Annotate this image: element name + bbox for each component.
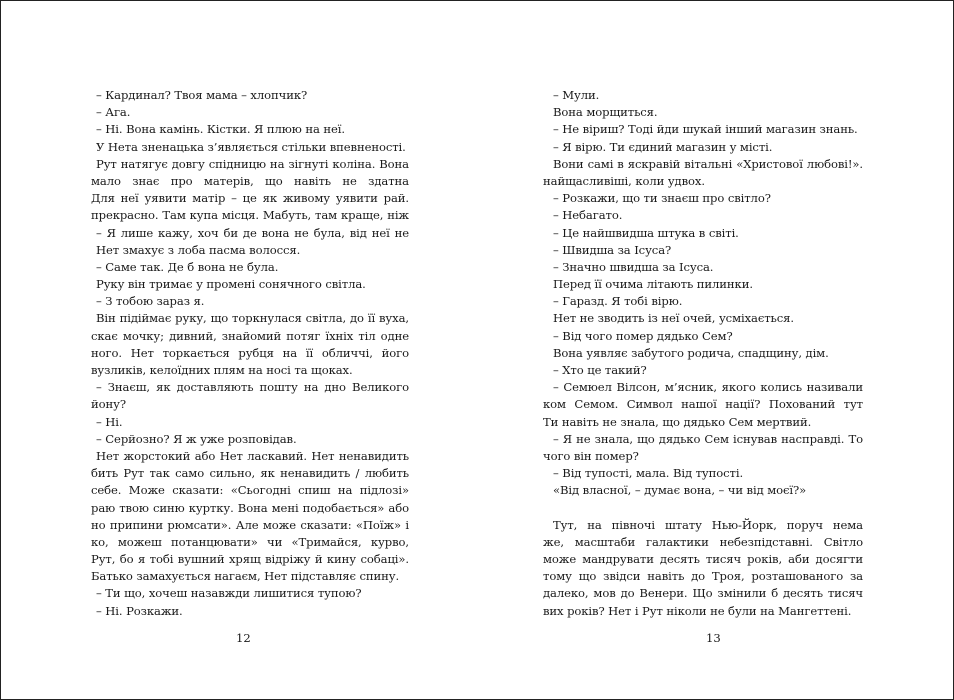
text-line: – Серйозно? Я ж уже розповідав.	[96, 431, 297, 446]
text-line: може мандрувати десять тисяч років, аби досягти	[543, 552, 863, 567]
text-line: Нет не зводить із неї очей, усміхається.	[553, 311, 794, 326]
text-line: – Знаєш, як доставляють пошту на дно Великого	[96, 380, 409, 395]
text-line: йону?	[91, 397, 126, 412]
text-line: но припини рюмсати». Але може сказати: «Поїж» і	[91, 517, 409, 532]
text-line: себе. Може сказати: «Сьогодні спиш на підлозі»	[91, 483, 409, 498]
left-page-text	[91, 87, 409, 620]
section-break	[543, 500, 863, 517]
text-line: Перед її очима літають пилинки.	[553, 277, 753, 292]
text-line: – Саме так. Де б вона не була.	[96, 259, 279, 274]
text-line: Нет жорстокий або Нет ласкавий. Нет ненавидить	[96, 448, 409, 463]
text-line: – Ага.	[96, 105, 131, 120]
right-page-text	[543, 87, 863, 620]
text-line: – Швидша за Ісуса?	[553, 242, 672, 257]
text-line: – Не віриш? Тоді йди шукай інший магазин знань.	[553, 122, 858, 137]
text-line: вузликів, келоїдних плям на носі та щоках.	[91, 363, 353, 377]
text-line: ного. Нет торкається рубця на її обличчі, його	[91, 345, 409, 360]
text-line: Рут, бо я тобі вушний хрящ відріжу й кину собаці».	[91, 552, 409, 567]
text-line: Вона морщиться.	[553, 105, 658, 120]
text-line: – Мули.	[553, 88, 600, 102]
text-line: чого він помер?	[543, 448, 639, 463]
text-line: ко, можеш потанцювати» чи «Тримайся, курво,	[91, 534, 409, 549]
text-line: тому що звідси навіть до Троя, розташованого за	[543, 569, 863, 584]
text-line: – Гаразд. Я тобі вірю.	[553, 294, 683, 309]
text-line: – З тобою зараз я.	[96, 294, 205, 309]
text-line: Рут натягує довгу спідницю на зігнуті коліна. Вона	[96, 156, 409, 171]
text-line: Вона уявляє забутого родича, спадщину, дім.	[553, 345, 829, 360]
text-line: – Це найшвидша штука в світі.	[553, 225, 739, 240]
text-line: прекрасно. Там купа місця. Мабуть, там краще, ніж	[91, 208, 409, 223]
page-number: 12	[236, 631, 251, 645]
text-line: Для неї уявити матір – це як живому уявити рай.	[91, 191, 409, 206]
text-line: Тут, на півночі штату Нью-Йорк, поруч нема	[553, 517, 863, 532]
text-line: – Я не знала, що дядько Сем існував насправді. То	[553, 431, 863, 446]
text-line: далеко, мов до Венери. Що змінили б десять тисяч	[543, 586, 863, 601]
text-line: найщасливіші, коли удвох.	[543, 173, 705, 188]
text-line: – Я вірю. Ти єдиний магазин у місті.	[553, 139, 773, 154]
text-line: У Нета зненацька з’являється стільки впевненості.	[96, 139, 406, 154]
text-line: – Небагато.	[553, 208, 623, 223]
text-line: Руку він тримає у промені сонячного світла.	[96, 277, 366, 292]
text-line: – Розкажи, що ти знаєш про світло?	[553, 191, 771, 206]
text-line: же, масштаби галактики небезпідставні. Світло	[543, 534, 863, 549]
text-line: Вони самі в яскравій вітальні «Христової любові!».	[553, 156, 863, 171]
text-line: Він підіймає руку, що торкнулася світла, до її вуха,	[96, 311, 409, 326]
text-line: Батько замахується нагаєм, Нет підставляє спину.	[91, 569, 400, 584]
text-line: ком Семом. Символ нашої нації? Похований тут	[543, 397, 863, 412]
left-page	[1, 1, 478, 699]
text-line: мало знає про матерів, що навіть не здатна	[91, 173, 409, 188]
text-line: вих років? Нет і Рут ніколи не були на Мангеттені.	[543, 603, 852, 618]
text-line: – Від чого помер дядько Сем?	[553, 328, 733, 343]
text-line: – Ні. Розкажи.	[96, 603, 183, 618]
right-page	[478, 1, 953, 699]
text-line: – Я лише кажу, хоч би де вона не була, від неї не	[96, 225, 409, 240]
text-line: – Ні. Вона камінь. Кістки. Я плюю на неї.	[96, 122, 345, 137]
page-number: 13	[706, 631, 721, 645]
text-line: Ти навіть не знала, що дядько Сем мертвий.	[543, 414, 812, 429]
text-line: – Хто це такий?	[553, 363, 647, 377]
text-line: – Значно швидша за Ісуса.	[553, 259, 714, 274]
text-line: «Від власної, – думає вона, – чи від моєї?»	[553, 483, 807, 498]
text-line: скає мочку; дивний, знайомий потяг їхніх тіл одне	[91, 328, 409, 343]
text-line: Нет змахує з лоба пасма волосся.	[96, 242, 301, 257]
text-line: раю твою синю куртку. Вона мені подобається» або	[91, 500, 409, 515]
text-line: бить Рут так само сильно, як ненавидить / любить	[91, 466, 409, 481]
text-line: – Ти що, хочеш назавжди лишитися тупою?	[96, 586, 362, 601]
text-line: – Семюел Вілсон, м’ясник, якого колись називали	[553, 380, 863, 395]
text-line: – Ні.	[96, 414, 123, 429]
text-line: – Від тупості, мала. Від тупості.	[553, 466, 744, 481]
text-line: – Кардинал? Твоя мама – хлопчик?	[96, 88, 308, 102]
